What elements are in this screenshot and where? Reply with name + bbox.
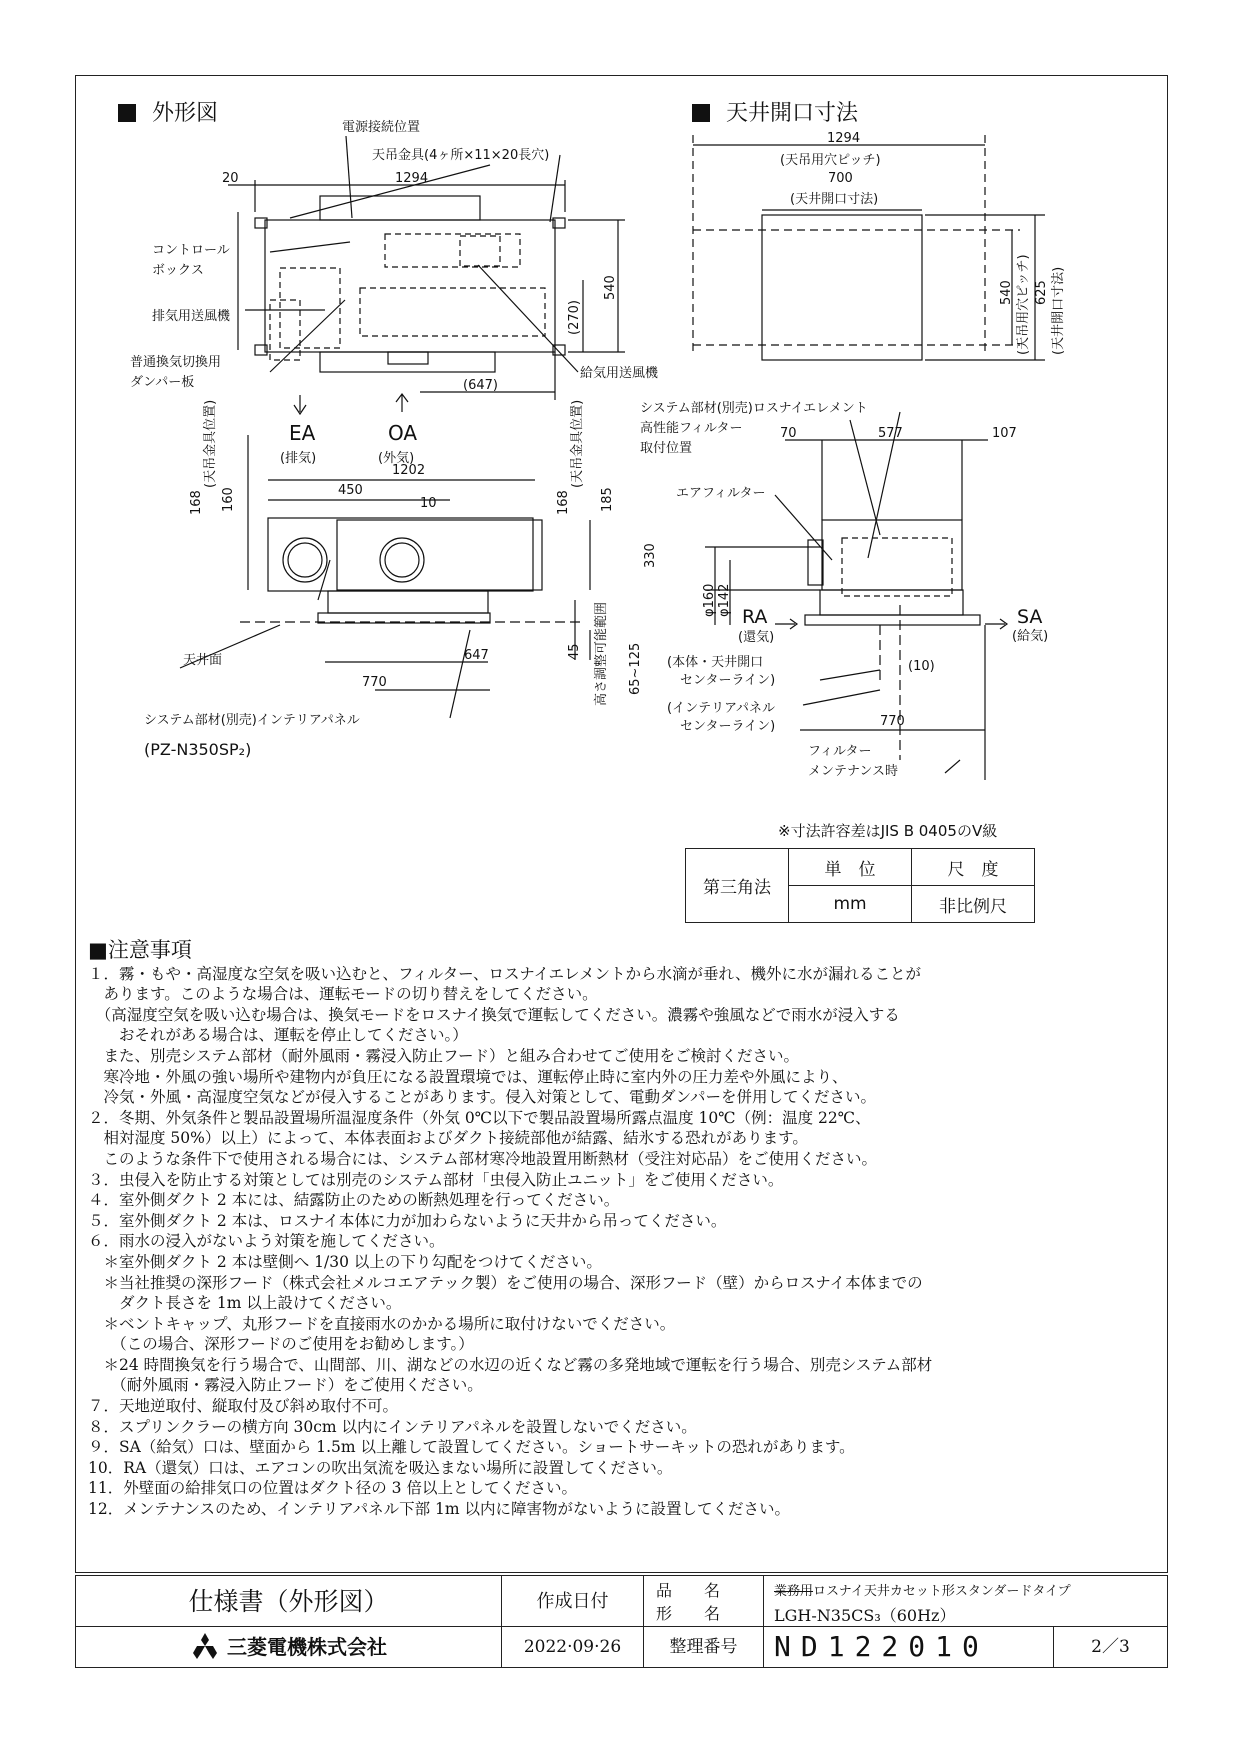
center-line-2: (インテリアパネル: [667, 701, 776, 716]
dim-647-front: 647: [464, 648, 489, 663]
dim-10-side: (10): [908, 659, 935, 674]
note-line: ＊ベントキャップ、丸形フードを直接雨水のかかる場所に取付けないでください。: [88, 1314, 676, 1333]
ea-label: EA: [289, 421, 316, 445]
created-date: 2022·09·26: [502, 1627, 644, 1667]
mitsubishi-logo-icon: [190, 1633, 220, 1659]
section-outline-label: 外形図: [152, 101, 219, 126]
dim-625: 625: [1034, 280, 1049, 305]
projection-method: 第三角法: [686, 849, 789, 923]
note-line: １．霧・もや・高湿度な空気を吸い込むと、フィルター、ロスナイエレメントから水滴が垂れ、機外に水が漏れることが: [88, 964, 921, 983]
note-line: ３．虫侵入を防止する対策としては別売のシステム部材「虫侵入防止ユニット」をご使用ください。: [88, 1170, 784, 1189]
note-line: 11．外壁面の給排気口の位置はダクト径の 3 倍以上としてください。: [88, 1479, 577, 1498]
note-line: ＊当社推奨の深形フード（株式会社メルコエアテック製）をご使用の場合、深形フード（壁）からロスナイ本体までの: [88, 1273, 923, 1292]
ceiling-face-label: 天井面: [183, 653, 223, 668]
damper-label: 普通換気切換用: [130, 355, 222, 370]
dim-540-ceiling: 540: [999, 280, 1014, 305]
notes-section: [88, 940, 1168, 1520]
model-label: 形 名: [656, 1604, 721, 1623]
dim-450: 450: [338, 483, 363, 498]
note-line: ８．スプリンクラーの横方向 30cm 以内にインテリアパネルを設置しないでください。: [88, 1417, 697, 1436]
note-line: 10．RA（還気）口は、エアコンの吹出気流を吸込まない場所に設置してください。: [88, 1458, 673, 1477]
note-line: ９．SA（給気）口は、壁面から 1.5m 以上離して設置してください。ショートサーキットの恐れがあります。: [88, 1438, 855, 1457]
note-line: このような条件下で使用される場合には、システム部材寒冷地設置用断熱材（受注対応品）をご使用ください。: [88, 1149, 877, 1168]
unit-value: mm: [789, 886, 912, 923]
center-line-1b: センターライン): [680, 673, 776, 688]
note-line: ７．天地逆取付、縦取付及び斜め取付不可。: [88, 1397, 399, 1416]
sa-sub-label: (給気): [1012, 629, 1049, 644]
exhaust-fan-label: 排気用送風機: [152, 309, 231, 324]
pitch-label: (天吊用穴ピッチ): [780, 153, 881, 168]
damper-label-2: ダンパー板: [130, 375, 195, 390]
note-line: 12．メンテナンスのため、インテリアパネル下部 1m 以内に障害物がないように設置してください。: [88, 1500, 791, 1519]
product-model-values: [764, 1576, 1167, 1627]
note-line: おそれがある場合は、運転を停止してください。）: [88, 1026, 468, 1045]
hanger-pos-label-left: (天吊金具位置): [203, 399, 218, 488]
ref-label: 整理番号: [644, 1627, 764, 1667]
filter-maint-label: フィルター: [808, 744, 872, 759]
dim-20: 20: [222, 171, 239, 186]
dim-1294-ceiling: 1294: [827, 131, 861, 146]
power-connection-label: 電源接続位置: [342, 120, 421, 135]
unit-label: 単 位: [789, 849, 912, 886]
product-model-labels: [644, 1576, 764, 1627]
ref-number: ND122010: [764, 1627, 1054, 1667]
center-line-1: (本体・天井開口: [667, 655, 764, 670]
projection-table: [685, 848, 1035, 923]
title-block: [75, 1575, 1168, 1668]
note-line: （高湿度空気を吸い込む場合は、換気モードをロスナイ換気で運転してください。濃霧や強風などで雨水が浸入する: [88, 1005, 900, 1024]
height-adjust-label: 高さ調整可能範囲: [594, 601, 609, 706]
ea-sub-label: (排気): [280, 451, 317, 466]
hanger-pos-label-right: (天吊金具位置): [570, 399, 585, 488]
oa-label: OA: [388, 421, 418, 445]
dim-70: 70: [780, 426, 797, 441]
note-line: （この場合、深形フードのご使用をお勧めします。）: [88, 1335, 474, 1354]
interior-panel-label: システム部材(別売)インテリアパネル: [144, 713, 360, 728]
scale-label: 尺 度: [912, 849, 1035, 886]
doc-title: 仕様書（外形図）: [76, 1576, 502, 1627]
panel-model-label: (PZ-N350SP₂): [144, 740, 252, 759]
hp-filter-label: 高性能フィルター: [640, 421, 743, 436]
product-name-row: [774, 1580, 1167, 1599]
dim-1202: 1202: [392, 463, 426, 478]
note-line: 寒冷地・外風の強い場所や建物内が負圧になる設置環境では、運転停止時に室内外の圧力差や外風により、: [88, 1067, 848, 1086]
section-ceiling-label: 天井開口寸法: [726, 101, 859, 126]
note-line: ダクト長さを 1m 以上設けてください。: [88, 1294, 402, 1313]
note-line: 相対湿度 50%）以上）によって、本体表面およびダクト接続部他が結露、結氷する恐れがあります。: [88, 1129, 808, 1148]
dim-107: 107: [992, 426, 1017, 441]
dim-1294-top: 1294: [395, 171, 429, 186]
created-label: 作成日付: [502, 1576, 644, 1627]
dim-770-side: 770: [880, 714, 905, 729]
dim-270: (270): [567, 300, 582, 335]
note-line: あります。このような場合は、運転モードの切り替えをしてください。: [88, 985, 598, 1004]
scale-value: 非比例尺: [912, 886, 1035, 923]
dim-647-top: (647): [463, 378, 498, 393]
company-cell: [76, 1627, 502, 1667]
dim-770-front: 770: [362, 675, 387, 690]
air-filter-label: エアフィルター: [676, 486, 766, 501]
control-box-label-2: ボックス: [152, 263, 204, 278]
dim-330: 330: [643, 543, 658, 568]
note-line: ５．室外側ダクト 2 本は、ロスナイ本体に力が加わらないように天井から吊ってください。: [88, 1211, 727, 1230]
product-name: ロスナイ天井カセット形スタンダードタイプ: [813, 1584, 1071, 1599]
phi160-label: φ160: [702, 583, 717, 617]
dim-45: 45: [567, 643, 582, 660]
dim-168-right: 168: [556, 490, 571, 515]
filter-maint-label-2: メンテナンス時: [808, 764, 898, 779]
center-line-2b: センターライン): [680, 719, 776, 734]
note-line: ＊24 時間換気を行う場合で、山間部、川、湖などの水辺の近くなど霧の多発地域で運転を行う場合、別売システム部材: [88, 1355, 933, 1374]
note-line: ２．冬期、外気条件と製品設置場所温湿度条件（外気 0℃以下で製品設置場所露点温度 10℃（例：温度 22℃、: [88, 1108, 871, 1127]
height-range: 65~125: [628, 642, 643, 695]
control-box-label: コントロール: [152, 243, 230, 258]
oa-sub-label: (外気): [378, 451, 415, 466]
notes-lines: [88, 964, 1168, 1520]
hanger-label: 天吊金具(4ヶ所×11×20長穴): [372, 148, 550, 163]
ra-label: RA: [742, 606, 768, 628]
dim-185: 185: [600, 487, 615, 512]
note-line: また、別売システム部材（耐外風雨・霧浸入防止フード）と組み合わせてご使用をご検討ください。: [88, 1046, 799, 1065]
product-label: 品 名: [656, 1581, 721, 1600]
dim-540-top: 540: [603, 275, 618, 300]
dim-10-front: 10: [420, 496, 437, 511]
page-number: 2／3: [1091, 1637, 1130, 1657]
model-name: LGH-N35CS₃（60Hz）: [774, 1606, 956, 1625]
dim-168-left: 168: [189, 490, 204, 515]
dim-700: 700: [828, 171, 853, 186]
note-line: （耐外風雨・霧浸入防止フード）をご使用ください。: [88, 1376, 483, 1395]
note-line: 冷気・外風・高湿度空気などが侵入することがあります。侵入対策として、電動ダンパーを併用してください。: [88, 1088, 877, 1107]
opening-label: (天井開口寸法): [790, 192, 879, 207]
dim-160-left: 160: [221, 487, 236, 512]
note-line: ６．雨水の浸入がないよう対策を施してください。: [88, 1232, 445, 1251]
note-line: ＊室外側ダクト 2 本は壁側へ 1/30 以上の下り勾配をつけてください。: [88, 1252, 602, 1271]
dim-577: 577: [878, 426, 903, 441]
pitch-v-label: (天吊用穴ピッチ): [1016, 254, 1031, 355]
losnay-element-label: システム部材(別売)ロスナイエレメント: [640, 401, 868, 416]
product-strike: 業務用: [774, 1584, 814, 1599]
notes-title: ■注意事項: [88, 938, 192, 962]
sa-label: SA: [1017, 606, 1043, 628]
opening-v-label: (天井開口寸法): [1051, 266, 1066, 355]
company-name: 三菱電機株式会社: [226, 1635, 387, 1659]
supply-fan-label: 給気用送風機: [580, 366, 659, 381]
mount-pos-label: 取付位置: [640, 441, 693, 456]
note-line: ４．室外側ダクト 2 本には、結露防止のための断熱処理を行ってください。: [88, 1191, 620, 1210]
tolerance-note: ※寸法許容差はJIS B 0405のV級: [778, 822, 998, 840]
ra-sub-label: (還気): [738, 630, 775, 645]
phi142-label: φ142: [717, 583, 732, 617]
